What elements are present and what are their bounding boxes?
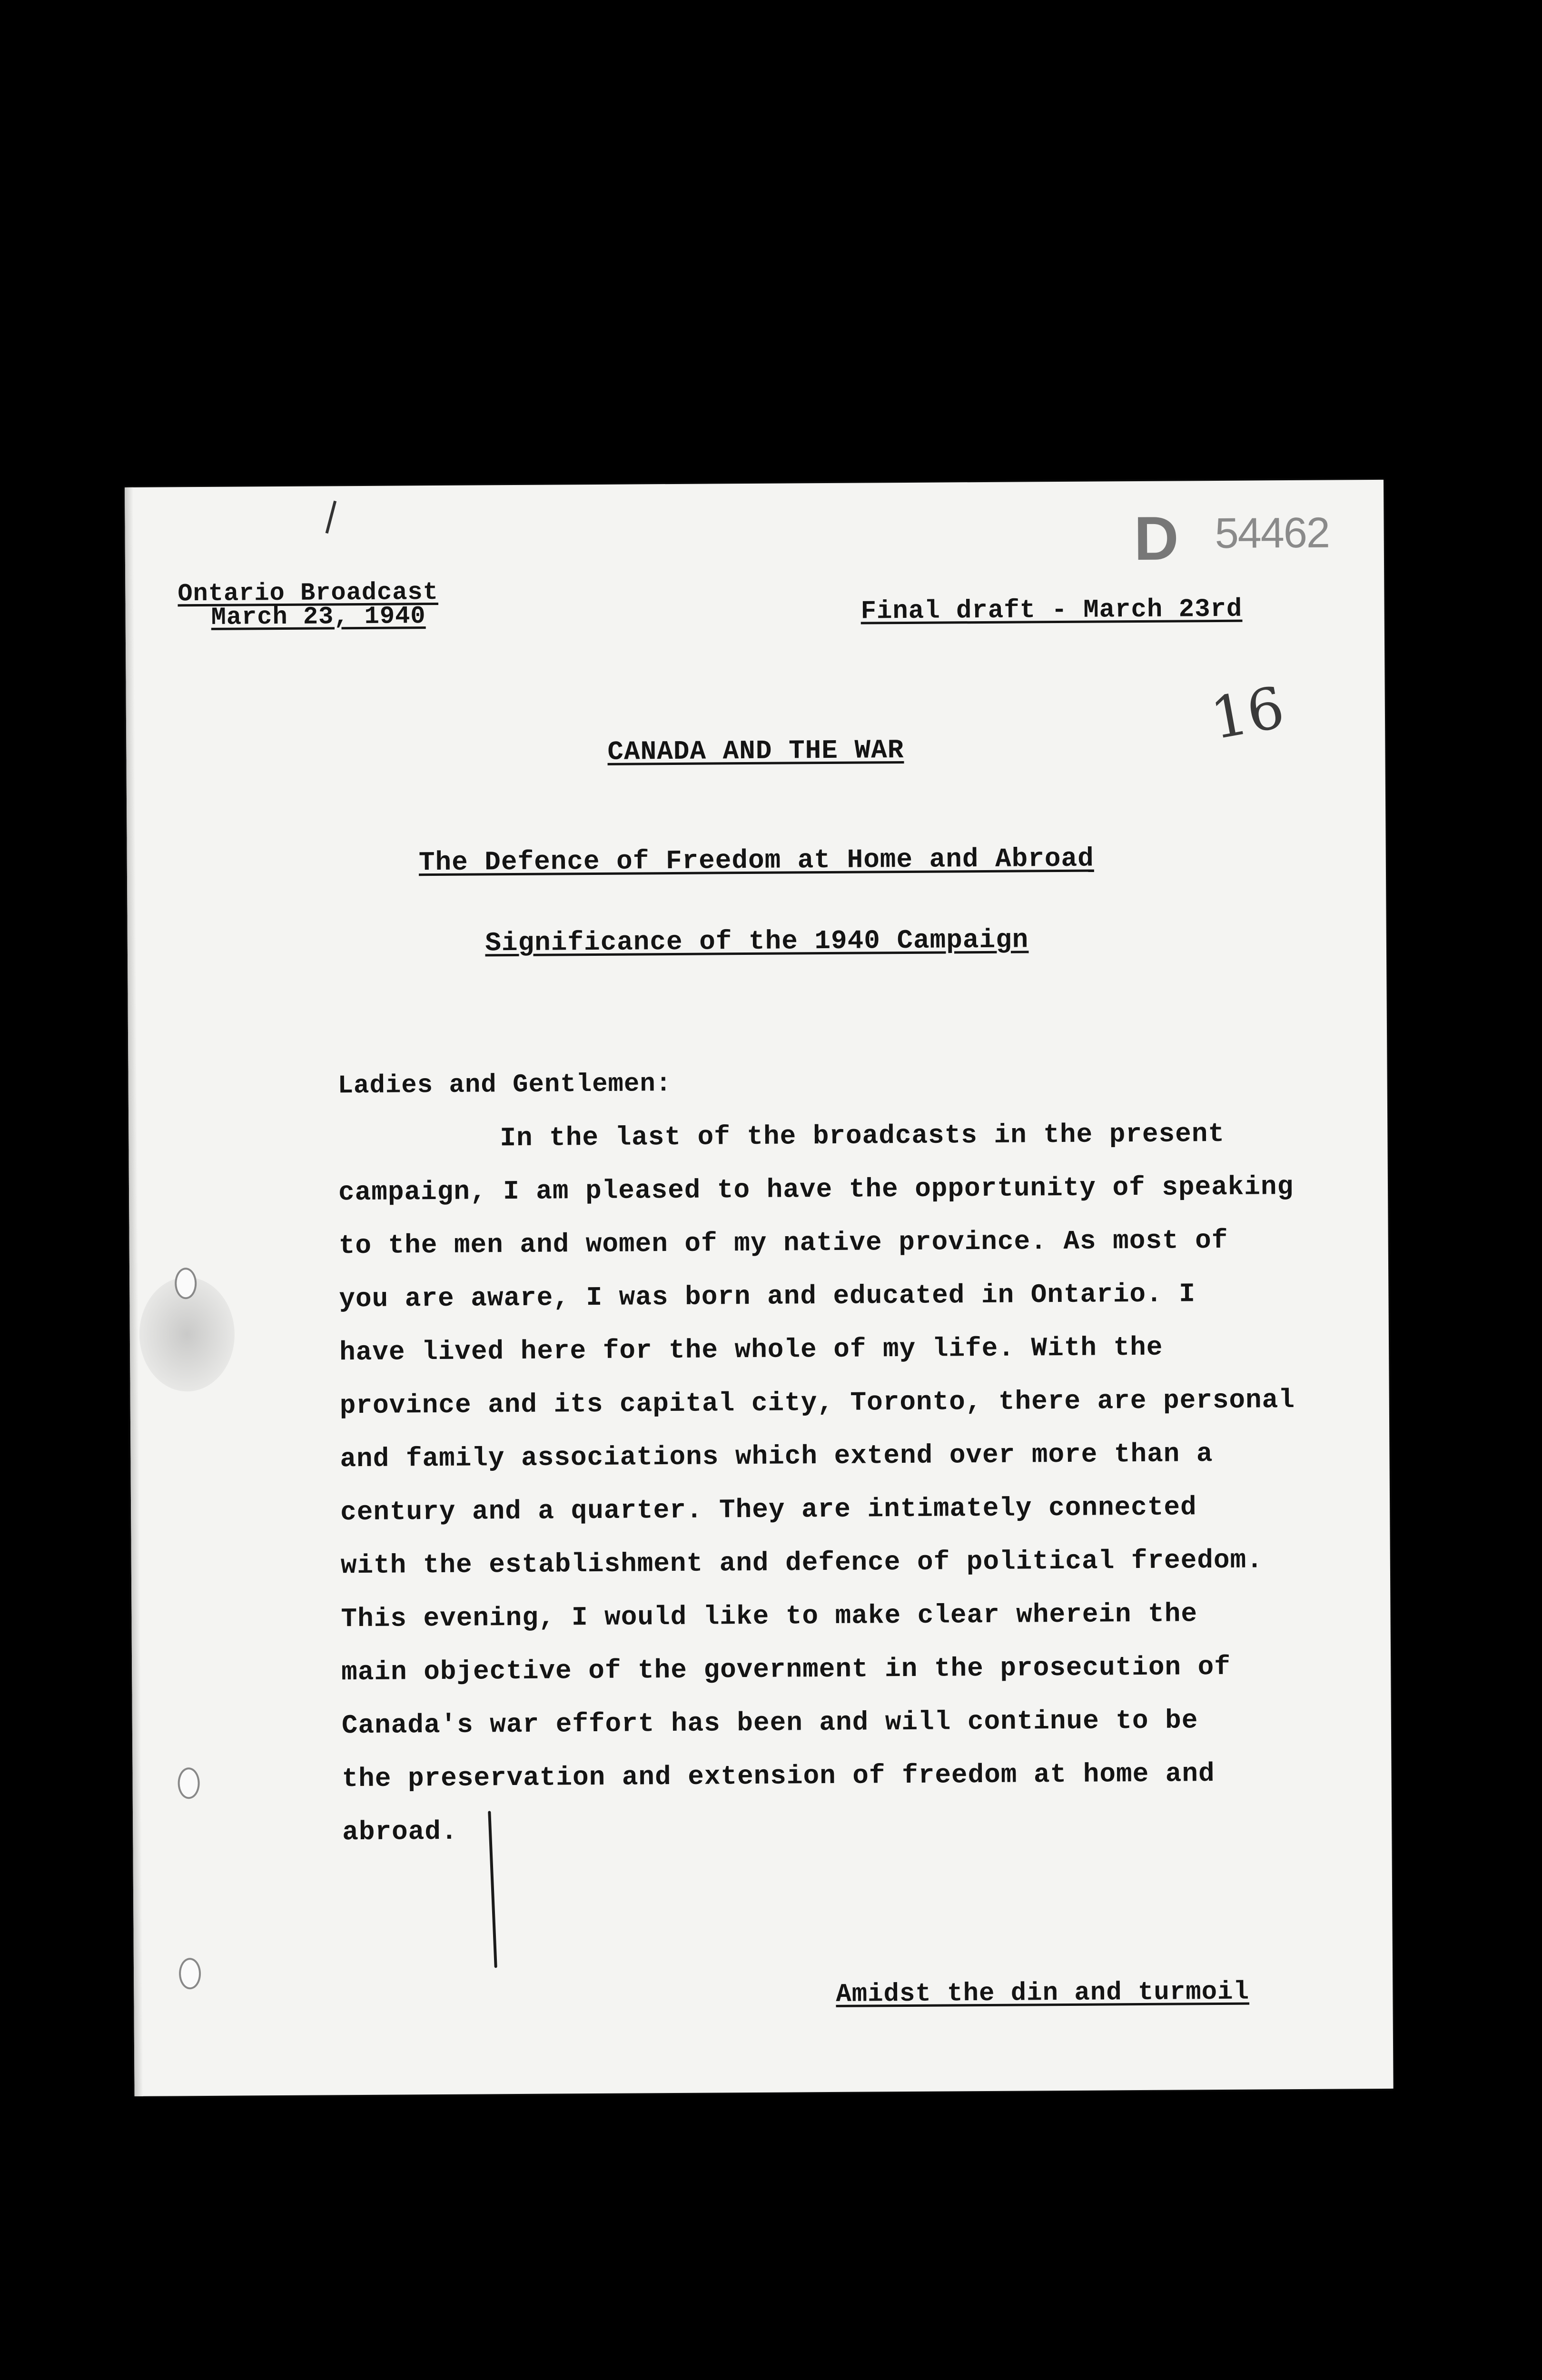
body-line: with the establishment and defence of political freedom. [340, 1545, 1263, 1581]
document-title: CANADA AND THE WAR [607, 735, 904, 767]
handwritten-folio: 16 [1206, 674, 1289, 753]
subtitle-defence-of-freedom: The Defence of Freedom at Home and Abroad [418, 843, 1094, 878]
body-line: In the last of the broadcasts in the present [500, 1118, 1225, 1154]
subtitle-significance: Significance of the 1940 Campaign [485, 924, 1029, 959]
pencil-tick-mark [326, 501, 337, 534]
punch-hole [178, 1767, 199, 1799]
body-line: abroad. [342, 1816, 458, 1848]
body-line: main objective of the government in the prosecution of [341, 1651, 1231, 1688]
broadcast-header [178, 578, 439, 632]
punch-hole [175, 1268, 197, 1299]
continuation-catchword: Amidst the din and turmoil [836, 1977, 1250, 2009]
body-line: century and a quarter. They are intimately connected [340, 1492, 1197, 1528]
document-page [125, 480, 1394, 2096]
draft-note: Final draft - March 23rd [860, 595, 1243, 626]
page-edge-shadow [125, 487, 143, 2096]
body-line: Canada's war effort has been and will continue to be [341, 1705, 1198, 1741]
body-line: you are aware, I was born and educated in Ontario. I [339, 1279, 1196, 1315]
body-line: have lived here for the whole of my life. With the [339, 1332, 1163, 1368]
salutation: Ladies and Gentlemen: [337, 1070, 672, 1101]
body-line: to the men and women of my native province. As most of [338, 1225, 1228, 1261]
broadcast-date: March 23, 1940 [211, 602, 426, 632]
body-line: province and its capital city, Toronto, there are personal [339, 1385, 1295, 1421]
body-line: and family associations which extend over more than a [340, 1438, 1213, 1475]
archive-stamp-number: 54462 [1215, 509, 1330, 558]
punch-hole [179, 1958, 201, 1989]
pencil-margin-line [488, 1811, 497, 1968]
archive-stamp-letter: D [1134, 503, 1179, 574]
body-line: the preservation and extension of freedom at home and [342, 1758, 1215, 1795]
body-line: This evening, I would like to make clear wherein the [341, 1598, 1198, 1635]
broadcast-name: Ontario Broadcast [178, 578, 439, 608]
body-line: campaign, I am pleased to have the opportunity of speaking [338, 1171, 1294, 1208]
